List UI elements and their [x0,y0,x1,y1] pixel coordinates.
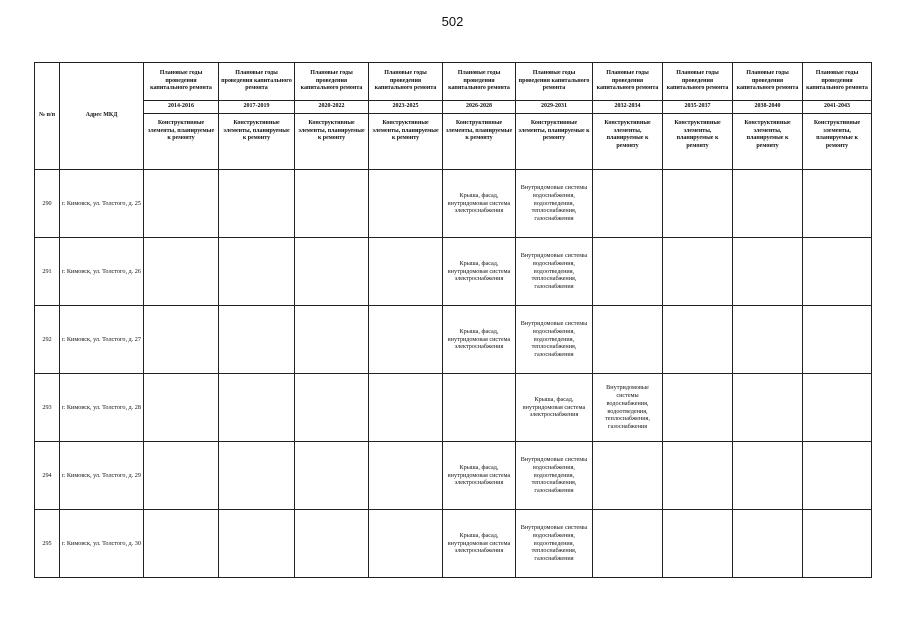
repair-cell [369,306,443,374]
repair-cell [369,442,443,510]
repair-cell: Крыша, фасад, внутридомовая система электроснабжения [443,170,516,238]
row-address: г. Кимовск, ул. Толстого, д. 29 [60,442,144,510]
header-element-label: Конструктивные элементы, планируемые к ремонту [803,114,872,170]
repair-cell [443,374,516,442]
repair-cell [369,170,443,238]
repair-cell [593,238,663,306]
repair-cell [733,238,803,306]
repair-cell: Внутридомовые системы водоснабжения, водоотведения, теплоснабжения, газоснабжения [516,170,593,238]
header-row-elements [35,114,872,170]
table-row [35,170,872,238]
repair-cell [144,238,219,306]
repair-cell [733,306,803,374]
row-address: г. Кимовск, ул. Толстого, д. 26 [60,238,144,306]
repair-cell [219,510,295,578]
header-period-title: Плановые годы проведения капитального ремонта [593,63,663,101]
header-row-title [35,63,872,101]
header-period-title: Плановые годы проведения капитального ремонта [663,63,733,101]
repair-cell [219,238,295,306]
header-period: 2029-2031 [516,101,593,114]
repair-cell [803,442,872,510]
repair-cell [144,510,219,578]
header-period-title: Плановые годы проведения капитального ремонта [443,63,516,101]
repair-cell [593,510,663,578]
repair-cell [295,374,369,442]
repair-cell [219,306,295,374]
header-period: 2032-2034 [593,101,663,114]
repair-cell: Крыша, фасад, внутридомовая система электроснабжения [443,510,516,578]
header-element-label: Конструктивные элементы, планируемые к ремонту [593,114,663,170]
row-address: г. Кимовск, ул. Толстого, д. 27 [60,306,144,374]
repair-cell [803,374,872,442]
header-period: 2017-2019 [219,101,295,114]
repair-cell [663,238,733,306]
repair-cell: Крыша, фасад, внутридомовая система электроснабжения [516,374,593,442]
repair-cell [144,442,219,510]
repair-cell [663,442,733,510]
repair-cell [295,442,369,510]
repair-cell [803,306,872,374]
header-period-title: Плановые годы проведения капитального ремонта [369,63,443,101]
repair-cell: Крыша, фасад, внутридомовая система электроснабжения [443,238,516,306]
header-period: 2014-2016 [144,101,219,114]
header-num: № п/п [35,63,60,170]
repair-cell [295,238,369,306]
table-row [35,374,872,442]
repair-cell: Внутридомовые системы водоснабжения, водоотведения, теплоснабжения, газоснабжения [516,510,593,578]
header-period: 2035-2037 [663,101,733,114]
header-period: 2038-2040 [733,101,803,114]
header-element-label: Конструктивные элементы, планируемые к ремонту [295,114,369,170]
repair-cell [369,238,443,306]
page-number: 502 [441,14,464,29]
repair-cell [219,170,295,238]
repair-cell [663,374,733,442]
header-element-label: Конструктивные элементы, планируемые к ремонту [443,114,516,170]
repair-cell [663,170,733,238]
repair-cell [663,306,733,374]
capital-repair-table [34,62,872,578]
header-period-title: Плановые годы проведения капитального ремонта [733,63,803,101]
repair-cell [803,170,872,238]
row-number: 293 [35,374,60,442]
repair-cell [733,170,803,238]
header-element-label: Конструктивные элементы, планируемые к ремонту [369,114,443,170]
repair-cell [295,170,369,238]
repair-cell [144,374,219,442]
repair-cell [593,170,663,238]
table-row [35,510,872,578]
header-element-label: Конструктивные элементы, планируемые к ремонту [516,114,593,170]
repair-cell [219,442,295,510]
header-period: 2026-2028 [443,101,516,114]
header-period: 2023-2025 [369,101,443,114]
repair-cell [733,510,803,578]
row-number: 290 [35,170,60,238]
repair-cell: Внутридомовые системы водоснабжения, водоотведения, теплоснабжения, газоснабжения [593,374,663,442]
header-period-title: Плановые годы проведения капитального ремонта [516,63,593,101]
repair-cell: Крыша, фасад, внутридомовая система электроснабжения [443,442,516,510]
repair-cell [803,238,872,306]
table-row [35,306,872,374]
header-element-label: Конструктивные элементы, планируемые к ремонту [733,114,803,170]
table-row [35,442,872,510]
repair-cell [733,374,803,442]
row-number: 291 [35,238,60,306]
row-address: г. Кимовск, ул. Толстого, д. 28 [60,374,144,442]
row-number: 295 [35,510,60,578]
repair-cell [593,306,663,374]
header-period-title: Плановые годы проведения капитального ремонта [219,63,295,101]
header-element-label: Конструктивные элементы, планируемые к ремонту [219,114,295,170]
header-period: 2020-2022 [295,101,369,114]
header-period-title: Плановые годы проведения капитального ремонта [144,63,219,101]
repair-cell [369,510,443,578]
header-period: 2041-2043 [803,101,872,114]
header-element-label: Конструктивные элементы, планируемые к ремонту [144,114,219,170]
header-address: Адрес МКД [60,63,144,170]
repair-cell [663,510,733,578]
header-period-title: Плановые годы проведения капитального ремонта [295,63,369,101]
repair-cell [733,442,803,510]
repair-cell [144,170,219,238]
row-address: г. Кимовск, ул. Толстого, д. 30 [60,510,144,578]
repair-cell [295,306,369,374]
repair-cell [219,374,295,442]
repair-cell [803,510,872,578]
repair-cell: Внутридомовые системы водоснабжения, водоотведения, теплоснабжения, газоснабжения [516,238,593,306]
repair-cell [369,374,443,442]
table-row [35,238,872,306]
header-row-periods [35,101,872,114]
repair-cell [144,306,219,374]
header-element-label: Конструктивные элементы, планируемые к ремонту [663,114,733,170]
repair-cell: Внутридомовые системы водоснабжения, водоотведения, теплоснабжения, газоснабжения [516,442,593,510]
row-number: 294 [35,442,60,510]
repair-cell [593,442,663,510]
repair-cell: Внутридомовые системы водоснабжения, водоотведения, теплоснабжения, газоснабжения [516,306,593,374]
header-period-title: Плановые годы проведения капитального ремонта [803,63,872,101]
row-number: 292 [35,306,60,374]
repair-cell [295,510,369,578]
row-address: г. Кимовск, ул. Толстого, д. 25 [60,170,144,238]
repair-cell: Крыша, фасад, внутридомовая система электроснабжения [443,306,516,374]
